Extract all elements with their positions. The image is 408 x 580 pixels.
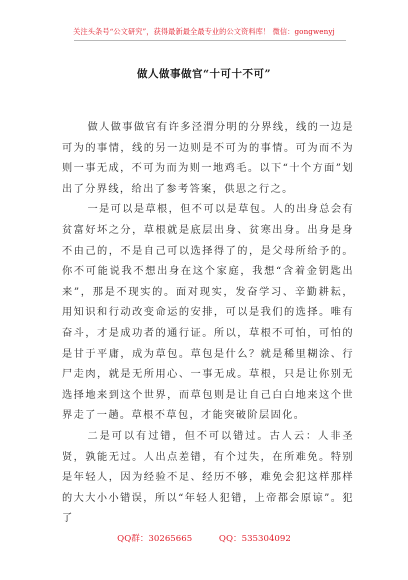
header-divider [74, 40, 346, 41]
footer-qq: QQ：535304092 [218, 534, 291, 544]
document-body [62, 118, 354, 530]
footer-contacts [0, 532, 408, 544]
paragraph-intro: 做人做事做官有许多泾渭分明的分界线，线的一边是可为的事情，线的另一边则是不可为的事情。可为而不为则一事无成，不可为而为则一地鸡毛。以下“十个方面”划出了分界线，给出了参考答案，供思之行之。 [62, 122, 355, 195]
paragraph-one: 一是可以是草根，但不可以是草包。人的出身总会有贫富好坏之分，草根就是底层出身、贫寒出身。出身是身不由己的，不是自己可以选择得了的，是父母所给予的。你不可能说我不想出身在这个家庭，我想“含着金钥匙出来”，那是不现实的。面对现实，发奋学习、辛勤耕耘，用知识和行动改变命运的安排，可以是我们的选择。唯有奋斗，才是成功者的通行证。所以，草根不可怕，可怕的是甘于平庸，成为草包。草包是什么？就是稀里糊涂、行尸走肉，就是无所用心、一事无成。草根，只是让你别无选择地来到这个世界，而草包则是让自己白白地来这个世界走了一趟。草根不草包，才能突破阶层固化。 [62, 204, 355, 422]
document-title: 做人做事做官“十可十不可” [136, 68, 272, 80]
paragraph-two: 二是可以有过错，但不可以错过。古人云：人非圣贤，孰能无过。人出点差错，有个过失，在所难免。特别是年轻人，因为经验不足、经历不够，难免会犯这样那样的大大小小错误，所以“年轻人犯错，上帝都会原谅”。犯了 [62, 430, 354, 525]
footer-qq-group: QQ群：30265665 [117, 534, 193, 544]
header-note: 关注头条号“公文研究”，获得最新最全最专业的公文资料库！ 微信：gongwenyj [73, 27, 335, 36]
